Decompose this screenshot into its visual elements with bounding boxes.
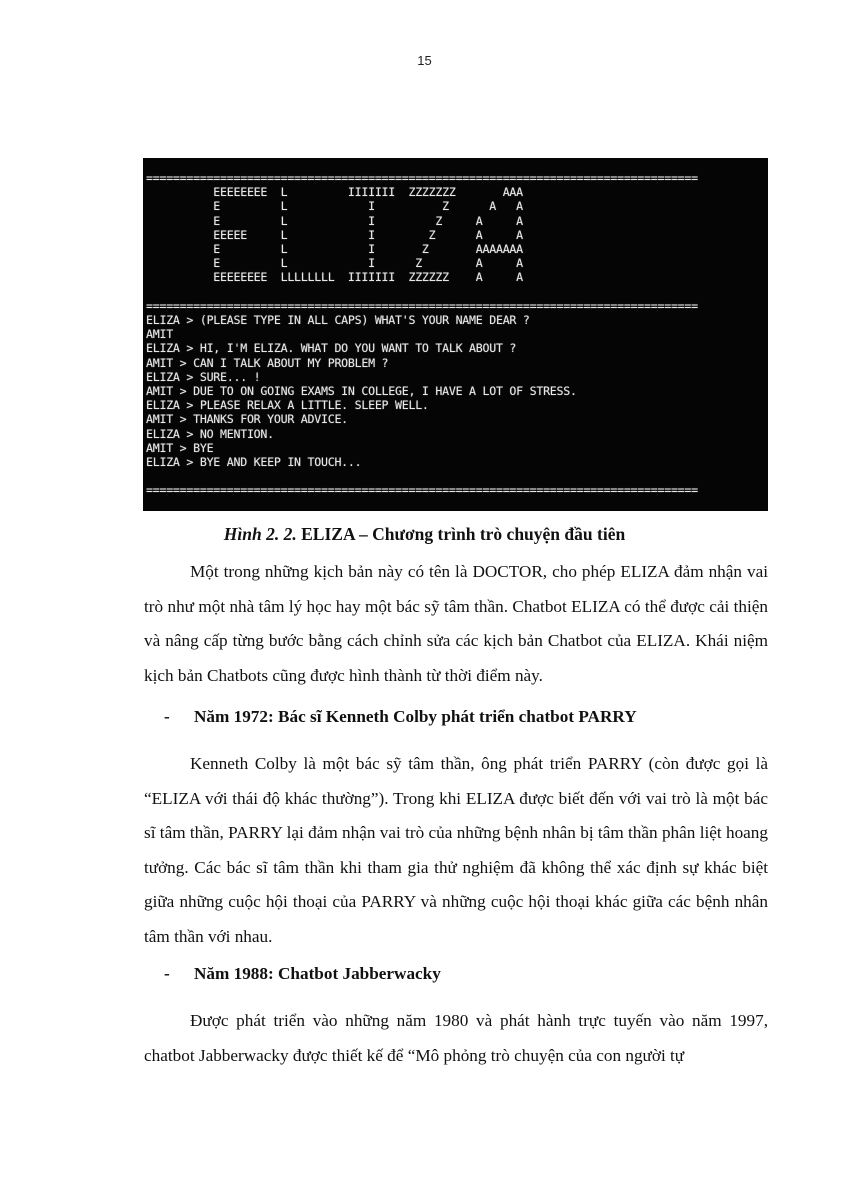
figure-caption xyxy=(0,524,849,545)
paragraph-doctor-script: Một trong những kịch bản này có tên là DOCTOR, cho phép ELIZA đảm nhận vai trò như một nhà tâm lý học hay một bác sỹ tâm thần. Chatbot ELIZA có thể được cải thiện và nâng cấp từng bước bằng cách chỉnh sửa các kịch bản Chatbot của ELIZA. Khái niệm kịch bản Chatbots cũng được hình thành từ thời điểm này. xyxy=(144,562,768,685)
heading-parry xyxy=(164,705,637,729)
terminal-text: ================================================================================== EEEEEEEE L IIIIIII ZZZZZZZ AAA E L I Z A A E L I Z A A EEEEE L I Z A A E L I Z AAAAAAA E L I Z A A EEEEEEEE LLLLLLLL IIIIIII ZZZZZZ A A ================================================================================== ELIZA > (PLEASE TYPE IN ALL CAPS) WHAT'S YOUR NAME DEAR ? AMIT ELIZA > HI, I'M ELIZA. WHAT DO YOU WANT TO TALK ABOUT ? AMIT > CAN I TALK ABOUT MY PROBLEM ? ELIZA > SURE... ! AMIT > DUE TO ON GOING EXAMS IN COLLEGE, I HAVE A LOT OF STRESS. ELIZA > PLEASE RELAX A LITTLE. SLEEP WELL. AMIT > THANKS FOR YOUR ADVICE. ELIZA > NO MENTION. AMIT > BYE ELIZA > BYE AND KEEP IN TOUCH... ================================================================================== xyxy=(146,171,698,498)
heading-text: Năm 1972: Bác sĩ Kenneth Colby phát triển chatbot PARRY xyxy=(194,707,637,726)
page-number: 15 xyxy=(417,53,432,68)
caption-label: Hình 2. 2. xyxy=(223,524,297,544)
paragraph-parry: Kenneth Colby là một bác sỹ tâm thần, ông phát triển PARRY (còn được gọi là “ELIZA với thái độ khác thường”). Trong khi ELIZA được biết đến với vai trò là một bác sĩ tâm thần, PARRY lại đảm nhận vai trò của những bệnh nhân bị tâm thần phân liệt hoang tưởng. Các bác sĩ tâm thần khi tham gia thử nghiệm đã không thể xác định sự khác biệt giữa những cuộc hội thoại của PARRY và những cuộc hội thoại khác giữa các bệnh nhân tâm thần với nhau. xyxy=(144,754,768,946)
heading-bullet: - xyxy=(164,707,170,726)
paragraph-jabberwacky: Được phát triển vào những năm 1980 và phát hành trực tuyến vào năm 1997, chatbot Jabberwacky được thiết kế để “Mô phỏng trò chuyện của con người tự xyxy=(144,1011,768,1065)
eliza-terminal-screenshot xyxy=(143,158,768,511)
heading-jabberwacky xyxy=(164,962,441,986)
caption-text: ELIZA – Chương trình trò chuyện đầu tiên xyxy=(296,524,626,544)
heading-bullet: - xyxy=(164,964,170,983)
heading-text: Năm 1988: Chatbot Jabberwacky xyxy=(194,964,441,983)
